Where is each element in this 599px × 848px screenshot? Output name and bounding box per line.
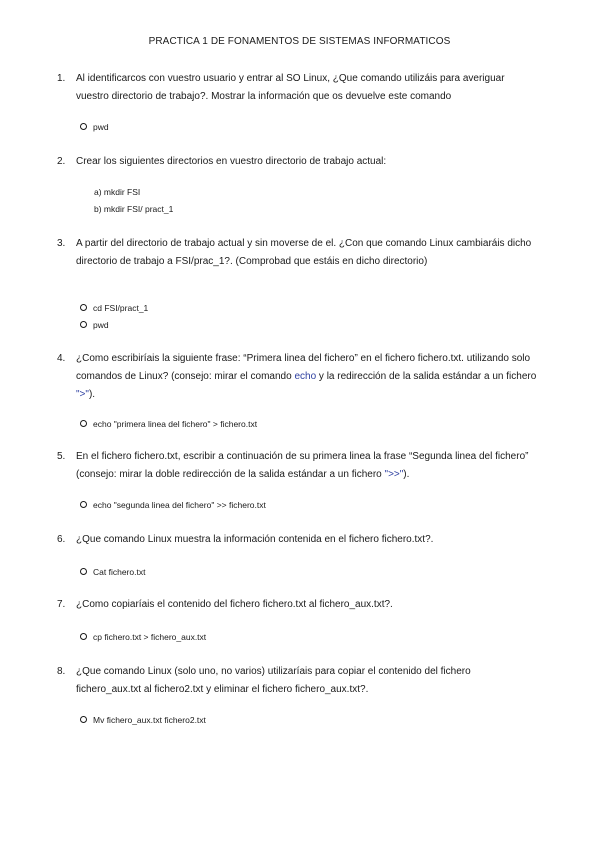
question-text-part: ). [88,389,96,400]
question-number: 3. [57,238,66,249]
circle-bullet-icon [80,568,87,575]
question-text: ¿Como copiaríais el contenido del fichero fichero.txt al fichero_aux.txt?. [76,599,393,610]
question-number: 2. [57,156,66,167]
question-text: Al identificarcos con vuestro usuario y entrar al SO Linux, ¿Que comando utilizáis para averiguar vuestro directorio de trabajo?. Mostrar la información que os devuelve este comando [76,73,505,102]
circle-bullet-icon [80,321,87,328]
question-text [76,448,537,484]
answer-text: Cat fichero.txt [93,567,146,577]
question-text [76,350,537,404]
sub-item: b) mkdir FSI/ pract_1 [94,204,174,214]
question-1 [57,70,537,106]
answer-item [80,564,145,581]
question-text-part: En el fichero fichero.txt, escribir a continuación de su primera linea la frase “Segunda linea del fichero” (consejo: mirar la doble redirección de la salida estándar a un fichero [76,451,529,480]
page-title: PRACTICA 1 DE FONAMENTOS DE SISTEMAS INFORMATICOS [148,36,451,47]
question-text: Crear los siguientes directorios en vuestro directorio de trabajo actual: [76,156,387,167]
code-highlight: echo [294,371,317,382]
code-highlight: ">" [76,389,89,400]
answer-item [80,300,148,317]
question-3 [57,235,537,271]
circle-bullet-icon [80,304,87,311]
question-number: 5. [57,451,66,462]
answer-text: cd FSI/pract_1 [93,303,149,313]
answer-text: cp fichero.txt > fichero_aux.txt [93,632,207,642]
question-number: 4. [57,353,66,364]
answer-text: echo "primera linea del fichero" > fichero.txt [93,419,258,429]
question-7 [57,596,537,614]
answer-item [80,119,109,136]
circle-bullet-icon [80,501,87,508]
sub-item: a) mkdir FSI [94,187,141,197]
question-4 [57,350,537,404]
answer-item [80,712,206,729]
question-5 [57,448,537,484]
question-text-part: ¿Como escribiríais la siguiente frase: “Primera linea del fichero” en el fichero fichero.txt. utilizando solo comandos de Linux? (consejo: mirar el comando [76,353,531,382]
circle-bullet-icon [80,420,87,427]
answer-text: echo "segunda linea del fichero" >> fichero.txt [93,500,266,510]
answer-item [80,497,266,514]
question-text-part: y la redirección de la salida estándar a un fichero [316,371,537,382]
question-number: 7. [57,599,66,610]
question-8 [57,663,537,699]
question-number: 6. [57,534,66,545]
question-number: 8. [57,666,66,677]
answer-text: pwd [93,122,109,132]
answer-item [80,416,257,433]
answer-item [80,317,109,334]
circle-bullet-icon [80,123,87,130]
question-text-part: ). [403,469,410,480]
question-text: A partir del directorio de trabajo actual y sin moverse de el. ¿Con que comando Linux cambiaráis dicho directorio de trabajo a FSI/prac_1?. (Comprobad que estáis en dicho directorio) [76,238,532,267]
question-2 [57,153,537,171]
code-highlight: ">>" [384,469,404,480]
question-6 [57,531,537,549]
answer-item [80,629,206,646]
question-number: 1. [57,73,66,84]
circle-bullet-icon [80,633,87,640]
question-text: ¿Que comando Linux (solo uno, no varios) utilizaríais para copiar el contenido del fichero fichero_aux.txt al fichero2.txt y eliminar el fichero fichero_aux.txt?. [76,666,471,695]
circle-bullet-icon [80,716,87,723]
answer-text: pwd [93,320,109,330]
question-text: ¿Que comando Linux muestra la información contenida en el fichero fichero.txt?. [76,534,434,545]
answer-text: Mv fichero_aux.txt fichero2.txt [93,715,206,725]
